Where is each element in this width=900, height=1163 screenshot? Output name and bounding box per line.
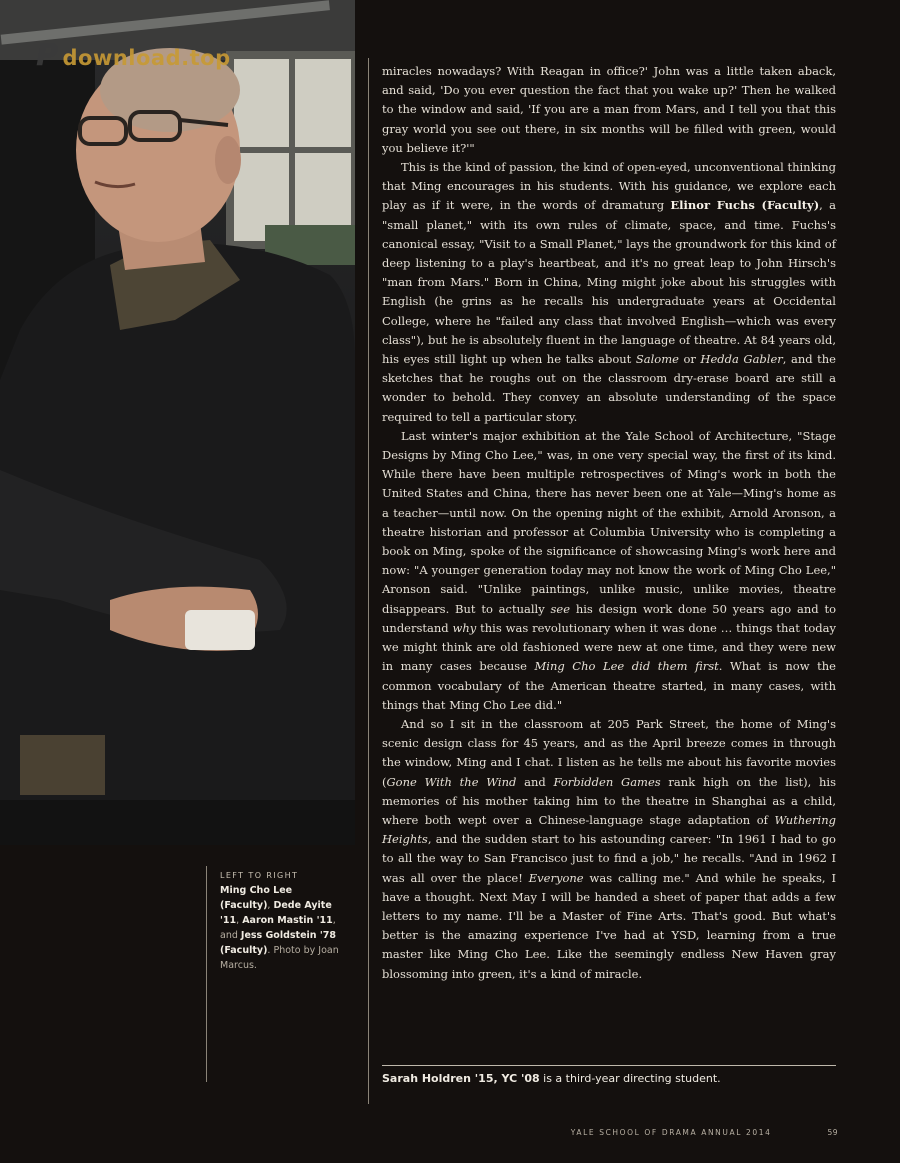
text-run: , and the sudden start to his astounding career: "In 1961 I had to go to all the way to San Francisco just to find a job," he recalls. "And in 1962 I was all over the place! (382, 832, 836, 885)
photo-credit: Photo by Joan Marcus. (220, 945, 339, 971)
author-bio (382, 1071, 836, 1087)
text-run: was calling me." And while he speaks, I have a thought. Next May I will be handed a sheet of paper that adds a few letters to my name. I'll be a Master of Fine Arts. That's good. But what's better is the amazing experience I've had at YSD, learning from a true master like Ming Cho Lee. Like the seemingly endless New Haven gray blossoming into green, it's a kind of miracle. (382, 870, 836, 981)
caption-separator: , (267, 900, 274, 911)
column-rule (368, 58, 369, 1104)
italic-text: Salome (635, 352, 679, 367)
article-paragraph (382, 62, 836, 158)
photo (0, 0, 355, 845)
text-run: Last winter's major exhibition at the Yale School of Architecture, "Stage Designs by Ming Cho Lee," was, in one very special way, the first of its kind. While there have been multiple retrospectives of Ming's work in both the United States and China, there has never been one at Yale—Ming's home as a teacher—until now. On the opening night of the exhibit, Arnold Aronson, a theatre historian and professor at Columbia University who is completing a book on Ming, spoke of the significance of showcasing Ming's work here and now: "A younger generation today may not know the work of Ming Cho Lee," Aronson said. "Unlike paintings, unlike music, unlike movies, theatre disappears. But to actually (382, 428, 836, 616)
caption-person: Dede Ayite '11 (220, 900, 332, 926)
article-paragraph (382, 158, 836, 427)
text-run: his design work done 50 years ago and to understand (382, 601, 836, 635)
article-paragraph (382, 427, 836, 715)
italic-text: why (452, 620, 477, 635)
text-run: , and the sketches that he roughs out on the classroom dry-erase board are still a wonder to behold. They convey an absolute understanding of the space required to tell a particular story. (382, 352, 836, 424)
caption-person: Aaron Mastin '11 (242, 915, 333, 926)
caption-text (220, 883, 340, 973)
text-run: , a "small planet," with its own rules of climate, space, and time. Fuchs's canonical essay, "Visit to a Small Planet," lays the groundwork for this kind of deep listening to a play's heartbeat, and it's no great leap to John Hirsch's "man from Mars." Born in China, Ming might joke about his struggles with English (he grins as he recalls his undergraduate years at Occidental College, where he "failed any class that involved English—which was every class"), but he is absolutely fluent in the language of theatre. At 84 years old, his eyes still light up when he talks about (382, 198, 836, 367)
caption-separator: . (267, 945, 271, 956)
text-run: miracles nowadays? With Reagan in office?' John was a little taken aback, and said, 'Do you ever question the fact that you wake up?' Then he walked to the window and said, 'If you are a man from Mars, and I tell you that this gray world you see out there, in six months will be filled with green, would you believe it?'" (382, 64, 836, 155)
bio-rule (382, 1065, 836, 1066)
italic-text: Hedda Gabler (700, 352, 783, 367)
text-run: . What is now the common vocabulary of the American theatre started, in many cases, with things that Ming Cho Lee did." (382, 659, 836, 712)
italic-text: Gone With the Wind (386, 774, 517, 789)
text-run: And so I sit in the classroom at 205 Park Street, the home of Ming's scenic design class for 45 years, and as the April breeze comes in through the window, Ming and I chat. I listen as he tells me about his favorite movies ( (382, 716, 836, 789)
watermark-logo: P download.top (36, 38, 231, 73)
photo-caption (220, 868, 340, 973)
page-number: 59 (827, 1128, 838, 1137)
italic-text: see (550, 601, 571, 616)
bold-text: Elinor Fuchs (Faculty) (670, 198, 820, 213)
caption-rule (206, 866, 207, 1082)
italic-text: Ming Cho Lee did them first (534, 659, 719, 674)
author-name: Sarah Holdren '15, YC '08 (382, 1072, 540, 1085)
caption-heading: LEFT TO RIGHT (220, 871, 299, 880)
caption-person: Ming Cho Lee (Faculty) (220, 885, 293, 911)
italic-text: Wuthering Heights (382, 812, 836, 847)
text-run: rank high on the list), his memories of his mother taking him to the theatre in Shanghai as a child, where both wept over a Chinese-language stage adaptation of (382, 774, 837, 827)
page-footer (571, 1128, 838, 1137)
italic-text: Everyone (528, 870, 584, 885)
text-run: and (516, 774, 554, 789)
text-run: or (678, 352, 701, 367)
caption-separator: , and (220, 915, 336, 941)
publication-name: YALE SCHOOL OF DRAMA ANNUAL 2014 (570, 1128, 772, 1137)
article-paragraph (382, 715, 836, 984)
caption-person: Jess Goldstein '78 (Faculty) (220, 930, 336, 956)
caption-separator: , (236, 915, 243, 926)
text-run: This is the kind of passion, the kind of open-eyed, unconventional thinking that Ming encourages in his students. With his guidance, we explore each play as if it were, in the words of dramaturg (382, 160, 836, 213)
article-body (382, 62, 836, 984)
text-run: this was revolutionary when it was done … things that today we might think are old fashioned were new at one time, and they were new in many cases because (382, 620, 836, 674)
author-description: is a third-year directing student. (539, 1072, 721, 1085)
italic-text: Forbidden Games (553, 774, 661, 789)
photo-illustration (0, 0, 355, 845)
